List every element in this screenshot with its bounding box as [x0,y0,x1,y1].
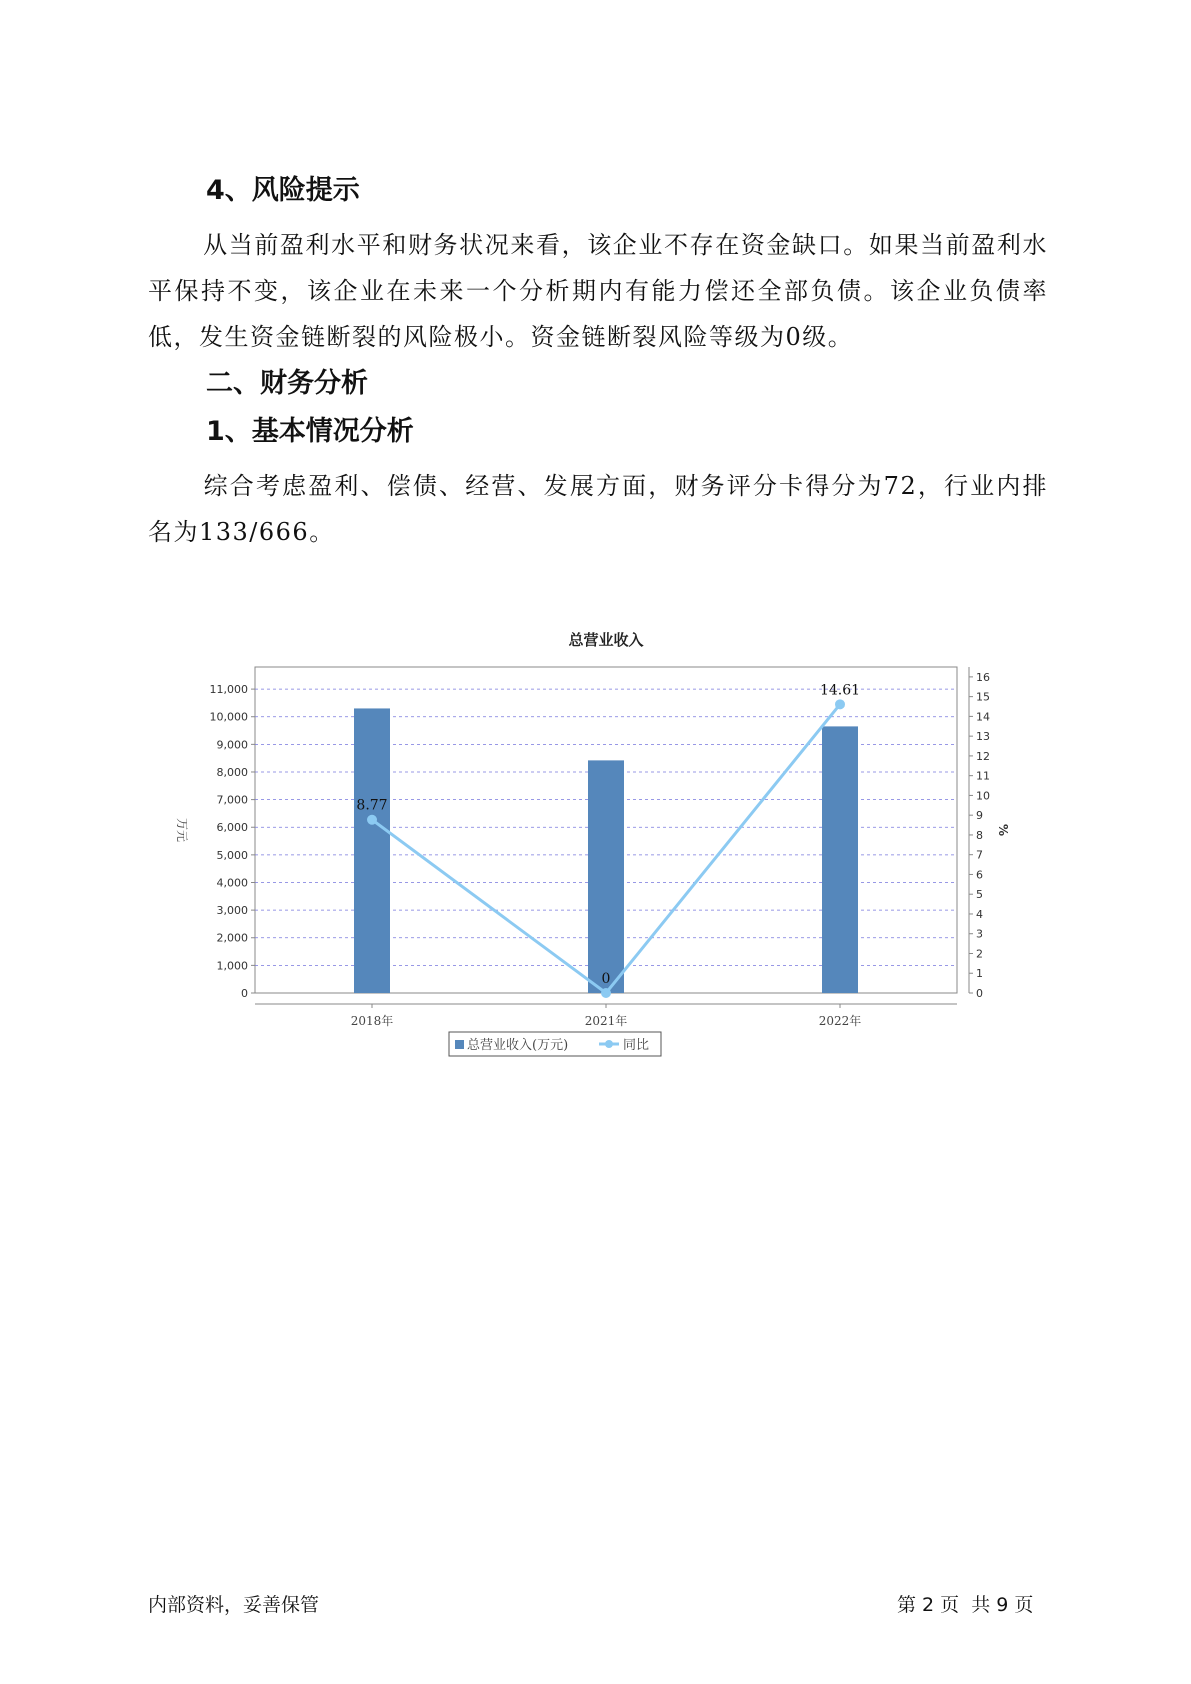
yoy-data-label: 0 [601,971,611,987]
yoy-data-label: 8.77 [356,797,388,814]
legend-line-marker [605,1040,613,1048]
y-tick-label: 8,000 [216,765,248,779]
footer-confidential: 内部资料，妥善保管 [148,1594,320,1616]
legend-bar-swatch [455,1040,464,1049]
paragraph-score-text: 综合考虑盈利、偿债、经营、发展方面，财务评分卡得分为72，行业内排名为133/666。 [148,472,1048,546]
y2-tick-label: 13 [976,730,990,744]
y2-tick-label: 8 [976,828,983,842]
paragraph-risk [148,222,1048,360]
chart-title: 总营业收入 [568,631,644,649]
paragraph-score [148,463,1048,555]
heading-finance: 二、财务分析 [206,368,368,399]
y-tick-label: 3,000 [216,904,248,918]
y-tick-label: 11,000 [209,683,248,697]
x-tick-label: 2021年 [584,1014,628,1028]
y-tick-label: 6,000 [216,821,248,835]
y2-axis-title: % [996,823,1010,837]
yoy-point [367,815,377,825]
heading-risk: 4、风险提示 [206,175,360,206]
x-tick-label: 2022年 [818,1014,862,1028]
bar-2022年 [822,726,858,993]
y-tick-label: 7,000 [216,793,248,807]
y2-tick-label: 0 [976,987,983,1000]
y-tick-label: 2,000 [216,931,248,945]
y-tick-label: 4,000 [216,876,248,890]
y2-tick-label: 3 [976,927,983,941]
bar-2021年 [588,760,624,993]
y-tick-label: 10,000 [209,710,248,724]
y2-tick-label: 7 [976,848,983,862]
y-tick-label: 1,000 [216,959,248,973]
legend-bar-label: 总营业收入(万元) [467,1038,569,1053]
y2-tick-label: 12 [976,749,990,763]
yoy-point [601,988,611,998]
y2-tick-label: 10 [976,789,990,803]
y-axis-title: 万元 [175,817,189,843]
paragraph-risk-text: 从当前盈利水平和财务状况来看，该企业不存在资金缺口。如果当前盈利水平保持不变，该企业在未来一个分析期内有能力偿还全部负债。该企业负债率低，发生资金链断裂的风险极小。资金链断裂风险等级为0级。 [148,231,1048,351]
yoy-point [835,699,845,709]
legend-line-label: 同比 [623,1038,650,1053]
y2-tick-label: 11 [976,769,990,783]
y2-tick-label: 5 [976,888,983,902]
x-tick-label: 2018年 [350,1014,394,1028]
y2-tick-label: 15 [976,690,990,704]
subheading-basic: 1、基本情况分析 [206,416,414,447]
y-tick-label: 5,000 [216,848,248,862]
y-tick-label: 9,000 [216,738,248,752]
revenue-chart [170,615,1030,1065]
yoy-data-label: 14.61 [819,682,861,699]
y2-tick-label: 9 [976,809,983,823]
y2-tick-label: 4 [976,907,983,921]
y2-tick-label: 1 [976,967,983,981]
y2-tick-label: 6 [976,868,983,882]
y2-tick-label: 2 [976,947,983,961]
footer-page-number: 第 2 页 共 9 页 [897,1594,1034,1616]
y2-tick-label: 16 [976,670,990,684]
y-tick-label: 0 [241,987,248,1000]
bar-2018年 [354,708,390,993]
y2-tick-label: 14 [976,710,990,724]
